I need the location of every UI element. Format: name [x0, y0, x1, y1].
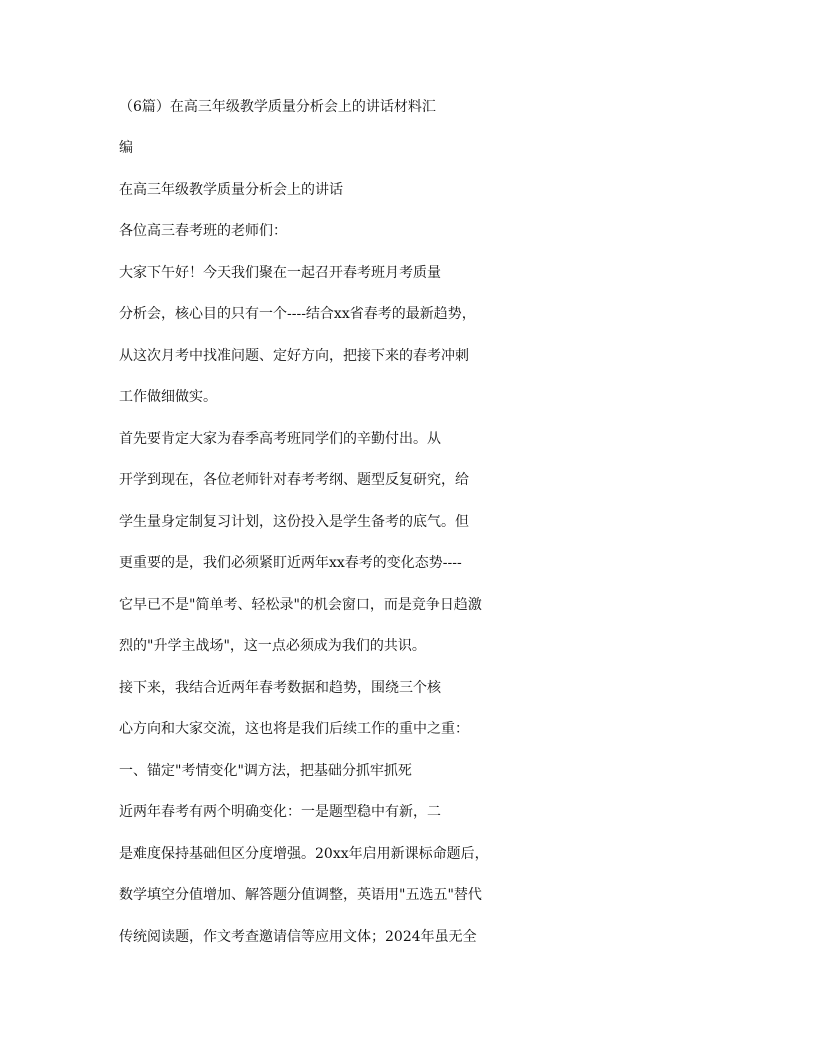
- paragraph-line: 学生量身定制复习计划，这份投入是学生备考的底气。但: [119, 514, 469, 530]
- paragraph-line: 大家下午好！今天我们聚在一起召开春考班月考质量: [119, 265, 441, 281]
- salutation: 各位高三春考班的老师们：: [119, 223, 287, 239]
- paragraph-line: 分析会，核心目的只有一个----结合xx省春考的最新趋势，: [119, 306, 476, 322]
- paragraph-line: 传统阅读题，作文考查邀请信等应用文体；2024年虽无全: [119, 929, 477, 945]
- paragraph-line: 烈的"升学主战场"，这一点必须成为我们的共识。: [119, 638, 426, 654]
- paragraph-line: 它早已不是"简单考、轻松录"的机会窗口，而是竞争日趋激: [119, 597, 482, 613]
- paragraph-line: 心方向和大家交流，这也将是我们后续工作的重中之重：: [119, 721, 469, 737]
- paragraph-line: 首先要肯定大家为春季高考班同学们的辛勤付出。从: [119, 431, 441, 447]
- speech-title: 在高三年级教学质量分析会上的讲话: [119, 182, 343, 198]
- paragraph-line: 近两年春考有两个明确变化：一是题型稳中有新，二: [119, 804, 441, 820]
- document-title-line-1: （6篇）在高三年级教学质量分析会上的讲话材料汇: [119, 99, 436, 115]
- section-heading: 一、锚定"考情变化"调方法，把基础分抓牢抓死: [119, 763, 412, 779]
- paragraph-line: 更重要的是，我们必须紧盯近两年xx春考的变化态势----: [119, 555, 462, 571]
- paragraph-line: 是难度保持基础但区分度增强。20xx年启用新课标命题后，: [119, 846, 489, 862]
- paragraph-line: 接下来，我结合近两年春考数据和趋势，围绕三个核: [119, 680, 441, 696]
- paragraph-line: 工作做细做实。: [119, 389, 217, 405]
- document-title-line-2: 编: [119, 140, 133, 156]
- paragraph-line: 从这次月考中找准问题、定好方向，把接下来的春考冲刺: [119, 348, 469, 364]
- paragraph-line: 数学填空分值增加、解答题分值调整，英语用"五选五"替代: [119, 887, 482, 903]
- paragraph-line: 开学到现在，各位老师针对春考考纲、题型反复研究，给: [119, 472, 469, 488]
